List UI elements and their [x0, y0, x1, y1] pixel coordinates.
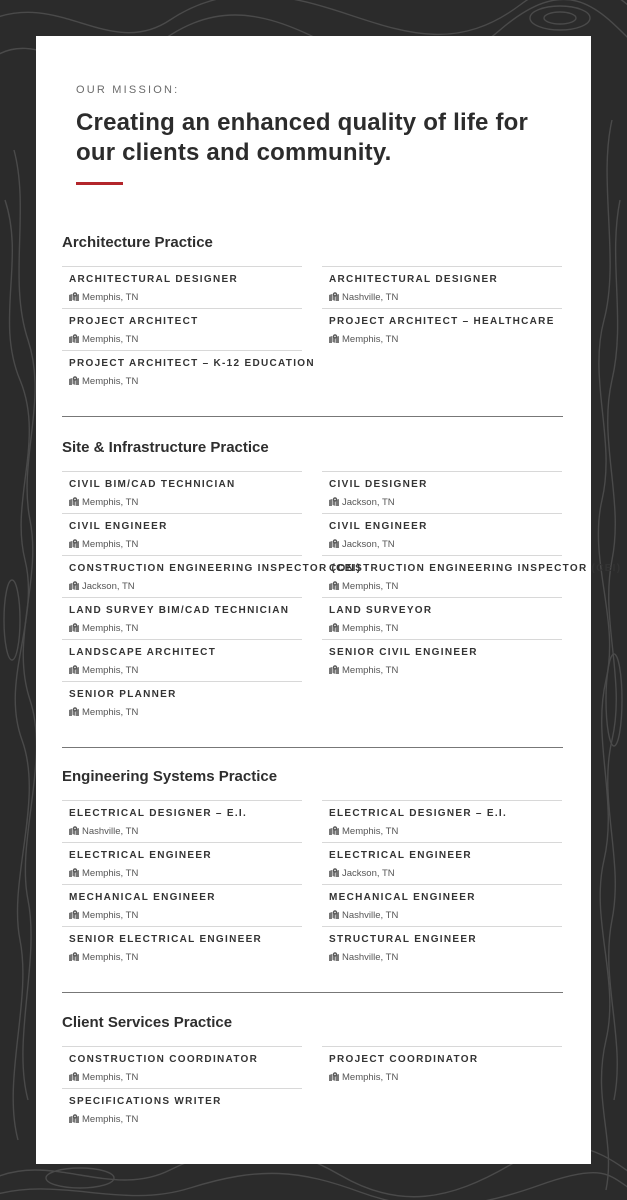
- map-pin-icon: [329, 292, 339, 301]
- job-title[interactable]: PROJECT ARCHITECT: [69, 316, 199, 327]
- job-location-text: Nashville, TN: [342, 910, 399, 921]
- job-title[interactable]: PROJECT ARCHITECT – K-12 EDUCATION: [69, 358, 315, 369]
- job-location-text: Nashville, TN: [342, 292, 399, 303]
- job-listing[interactable]: [62, 1046, 302, 1088]
- map-pin-icon: [329, 334, 339, 343]
- job-location: [329, 867, 562, 880]
- job-location: [69, 664, 302, 677]
- job-listing[interactable]: [322, 639, 562, 681]
- job-listing[interactable]: [62, 842, 302, 884]
- job-listing[interactable]: [322, 926, 562, 968]
- map-pin-icon: [329, 868, 339, 877]
- job-location: [329, 825, 562, 838]
- job-listing[interactable]: [322, 513, 562, 555]
- job-location: [329, 580, 562, 593]
- job-location-text: Jackson, TN: [342, 868, 395, 879]
- job-grid: [62, 800, 563, 968]
- job-location-text: Memphis, TN: [342, 1072, 399, 1083]
- job-location: [69, 867, 302, 880]
- section-divider: [62, 747, 563, 748]
- job-location-text: Memphis, TN: [342, 334, 399, 345]
- job-title[interactable]: CONSTRUCTION COORDINATOR: [69, 1054, 259, 1065]
- job-location-text: Memphis, TN: [82, 334, 139, 345]
- map-pin-icon: [69, 910, 79, 919]
- job-title[interactable]: MECHANICAL ENGINEER: [329, 892, 476, 903]
- job-location: [69, 333, 302, 346]
- job-title[interactable]: SENIOR PLANNER: [69, 689, 177, 700]
- job-location-text: Memphis, TN: [82, 1114, 139, 1125]
- mission-eyebrow: OUR MISSION:: [76, 84, 180, 96]
- job-listing[interactable]: [62, 513, 302, 555]
- job-column-right: [322, 266, 562, 350]
- job-title[interactable]: CIVIL DESIGNER: [329, 479, 428, 490]
- job-location-text: Memphis, TN: [342, 623, 399, 634]
- job-listing[interactable]: [62, 681, 302, 723]
- job-title[interactable]: CIVIL ENGINEER: [329, 521, 428, 532]
- section-title: Client Services Practice: [62, 1014, 233, 1031]
- job-location: [69, 291, 302, 304]
- mission-headline: Creating an enhanced quality of life for our clients and community.: [76, 109, 529, 166]
- job-listing[interactable]: [62, 350, 315, 392]
- job-column-left: [62, 800, 302, 968]
- job-location-text: Memphis, TN: [82, 292, 139, 303]
- map-pin-icon: [329, 952, 339, 961]
- map-pin-icon: [329, 910, 339, 919]
- job-listing[interactable]: [322, 308, 562, 350]
- job-listing[interactable]: [322, 884, 562, 926]
- job-grid: [62, 266, 563, 392]
- job-title[interactable]: ELECTRICAL ENGINEER: [69, 850, 212, 861]
- map-pin-icon: [69, 952, 79, 961]
- job-listing[interactable]: [62, 800, 302, 842]
- job-title[interactable]: ELECTRICAL ENGINEER: [329, 850, 472, 861]
- map-pin-icon: [69, 539, 79, 548]
- job-title[interactable]: LANDSCAPE ARCHITECT: [69, 647, 217, 658]
- job-listing[interactable]: [62, 639, 302, 681]
- job-column-right: [322, 800, 562, 968]
- job-listing[interactable]: [322, 555, 622, 597]
- section-divider: [62, 992, 563, 993]
- job-location: [329, 538, 562, 551]
- job-title[interactable]: MECHANICAL ENGINEER: [69, 892, 216, 903]
- job-location-text: Nashville, TN: [342, 952, 399, 963]
- map-pin-icon: [69, 707, 79, 716]
- map-pin-icon: [69, 497, 79, 506]
- job-title[interactable]: CONSTRUCTION ENGINEERING INSPECTOR (CEI): [69, 563, 362, 574]
- job-title[interactable]: SENIOR CIVIL ENGINEER: [329, 647, 478, 658]
- job-column-left: [62, 266, 315, 392]
- section-title: Site & Infrastructure Practice: [62, 439, 269, 456]
- map-pin-icon: [69, 292, 79, 301]
- job-listing[interactable]: [62, 1088, 302, 1130]
- job-location-text: Memphis, TN: [82, 707, 139, 718]
- map-pin-icon: [329, 539, 339, 548]
- map-pin-icon: [69, 376, 79, 385]
- job-listing[interactable]: [62, 926, 302, 968]
- map-pin-icon: [69, 334, 79, 343]
- job-grid: [62, 1046, 563, 1130]
- map-pin-icon: [69, 1114, 79, 1123]
- job-location: [69, 1071, 302, 1084]
- job-location-text: Memphis, TN: [82, 952, 139, 963]
- job-listing[interactable]: [62, 884, 302, 926]
- job-listing[interactable]: [62, 555, 362, 597]
- section-title: Architecture Practice: [62, 234, 213, 251]
- job-title[interactable]: ELECTRICAL DESIGNER – E.I.: [329, 808, 508, 819]
- job-location: [69, 909, 302, 922]
- job-location-text: Jackson, TN: [82, 581, 135, 592]
- job-location-text: Nashville, TN: [82, 826, 139, 837]
- map-pin-icon: [69, 581, 79, 590]
- job-title[interactable]: CIVIL ENGINEER: [69, 521, 168, 532]
- job-title[interactable]: SENIOR ELECTRICAL ENGINEER: [69, 934, 263, 945]
- job-column-left: [62, 471, 362, 723]
- job-location: [329, 622, 562, 635]
- map-pin-icon: [329, 581, 339, 590]
- section-divider: [62, 416, 563, 417]
- job-location-text: Memphis, TN: [82, 539, 139, 550]
- job-listing[interactable]: [322, 800, 562, 842]
- job-listing[interactable]: [62, 471, 302, 513]
- job-title[interactable]: PROJECT ARCHITECT – HEALTHCARE: [329, 316, 555, 327]
- job-title[interactable]: SPECIFICATIONS WRITER: [69, 1096, 222, 1107]
- job-location-text: Memphis, TN: [82, 665, 139, 676]
- job-location: [329, 291, 562, 304]
- job-listing[interactable]: [62, 597, 302, 639]
- job-listing[interactable]: [322, 471, 562, 513]
- job-title[interactable]: ELECTRICAL DESIGNER – E.I.: [69, 808, 248, 819]
- map-pin-icon: [69, 868, 79, 877]
- map-pin-icon: [69, 1072, 79, 1081]
- job-title[interactable]: LAND SURVEY BIM/CAD TECHNICIAN: [69, 605, 290, 616]
- job-location: [329, 496, 562, 509]
- job-location: [69, 1113, 302, 1126]
- job-location-text: Memphis, TN: [82, 623, 139, 634]
- job-location: [329, 333, 562, 346]
- section-architecture-practice: [62, 234, 563, 392]
- job-grid: [62, 471, 622, 723]
- section-site-infrastructure-practice: [62, 439, 622, 723]
- job-location: [69, 375, 302, 388]
- map-pin-icon: [329, 826, 339, 835]
- map-pin-icon: [329, 497, 339, 506]
- job-title[interactable]: ARCHITECTURAL DESIGNER: [69, 274, 238, 285]
- job-column-left: [62, 1046, 302, 1130]
- job-location: [69, 496, 302, 509]
- job-location: [329, 664, 562, 677]
- job-column-right: [322, 1046, 562, 1088]
- map-pin-icon: [329, 1072, 339, 1081]
- job-listing[interactable]: [322, 597, 562, 639]
- job-location-text: Memphis, TN: [82, 497, 139, 508]
- job-location: [69, 825, 302, 838]
- job-listing[interactable]: [62, 266, 302, 308]
- job-location: [329, 909, 562, 922]
- job-title[interactable]: CONSTRUCTION ENGINEERING INSPECTOR (CEI): [329, 563, 622, 574]
- job-location-text: Memphis, TN: [82, 868, 139, 879]
- job-location: [69, 951, 302, 964]
- job-listing[interactable]: [322, 266, 562, 308]
- mission-card: [36, 36, 622, 1164]
- job-location-text: Memphis, TN: [82, 376, 139, 387]
- job-location: [69, 538, 302, 551]
- section-title: Engineering Systems Practice: [62, 768, 278, 785]
- job-title[interactable]: ARCHITECTURAL DESIGNER: [329, 274, 498, 285]
- job-location-text: Memphis, TN: [342, 581, 399, 592]
- job-location-text: Jackson, TN: [342, 497, 395, 508]
- job-location: [329, 1071, 562, 1084]
- job-title[interactable]: STRUCTURAL ENGINEER: [329, 934, 477, 945]
- job-title[interactable]: CIVIL BIM/CAD TECHNICIAN: [69, 479, 236, 490]
- section-engineering-systems-practice: [62, 768, 563, 968]
- map-pin-icon: [69, 826, 79, 835]
- map-pin-icon: [69, 665, 79, 674]
- job-title[interactable]: PROJECT COORDINATOR: [329, 1054, 479, 1065]
- map-pin-icon: [69, 623, 79, 632]
- job-listing[interactable]: [322, 1046, 562, 1088]
- job-location-text: Memphis, TN: [342, 665, 399, 676]
- job-title[interactable]: LAND SURVEYOR: [329, 605, 433, 616]
- section-client-services-practice: [62, 1014, 563, 1130]
- job-location-text: Memphis, TN: [82, 1072, 139, 1083]
- job-location-text: Jackson, TN: [342, 539, 395, 550]
- job-location: [329, 951, 562, 964]
- job-location: [69, 706, 302, 719]
- job-location: [69, 622, 302, 635]
- job-location: [69, 580, 302, 593]
- job-location-text: Memphis, TN: [342, 826, 399, 837]
- map-pin-icon: [329, 623, 339, 632]
- accent-rule: [76, 182, 123, 185]
- job-location-text: Memphis, TN: [82, 910, 139, 921]
- job-column-right: [322, 471, 622, 681]
- job-listing[interactable]: [322, 842, 562, 884]
- map-pin-icon: [329, 665, 339, 674]
- job-listing[interactable]: [62, 308, 302, 350]
